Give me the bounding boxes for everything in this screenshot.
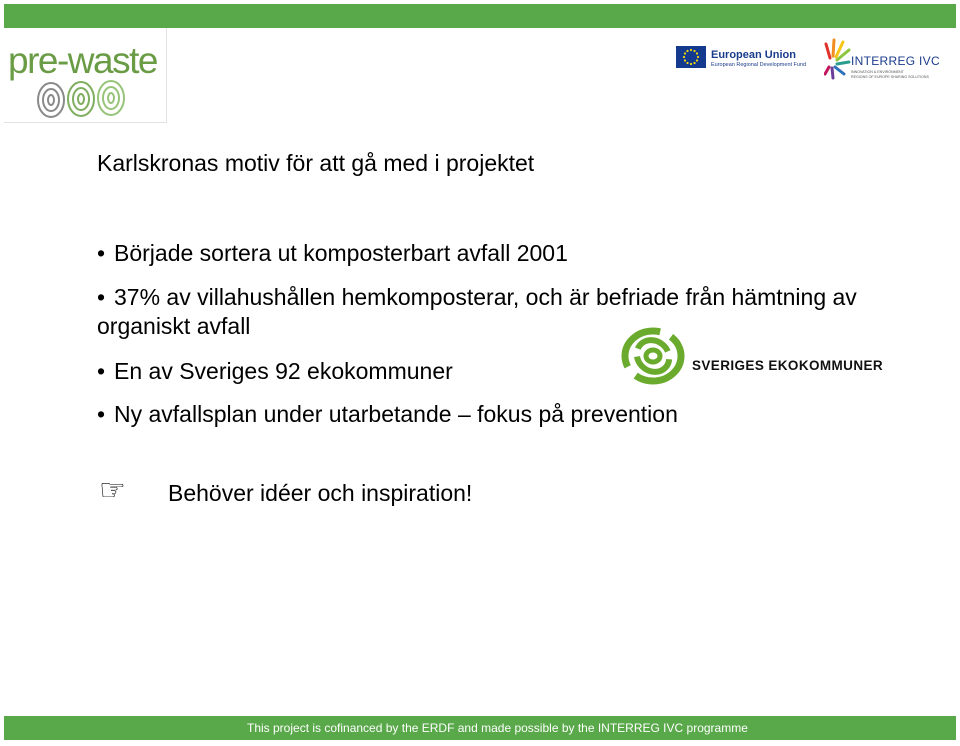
bullet-item [97, 400, 907, 429]
interreg-star-icon [824, 36, 852, 82]
footer-bar [4, 716, 956, 740]
interreg-subtitle-line-1: INNOVATION & ENVIRONMENT [851, 70, 904, 74]
bullet-text: Började sortera ut komposterbart avfall 2001 [114, 240, 568, 266]
pre-waste-logo [4, 28, 167, 123]
bullet-item [97, 283, 907, 341]
bullet-dot: • [97, 358, 106, 384]
ekokommuner-name: SVERIGES EKOKOMMUNER [692, 358, 884, 373]
ekokommuner-rings-icon [620, 326, 686, 386]
logo-text: pre-waste [8, 40, 157, 81]
bullet-item [97, 239, 907, 268]
eu-flag-icon [676, 46, 706, 68]
top-bar [4, 4, 956, 28]
slide-title: Karlskronas motiv för att gå med i projektet [97, 150, 535, 176]
interreg-subtitle-line-2: REGIONS OF EUROPE SHARING SOLUTIONS [851, 74, 929, 79]
bullet-text: 37% av villahushållen hemkomposterar, och är befriade från hämtning av organiskt avfall [97, 284, 857, 339]
callout-text: Behöver idéer och inspiration! [168, 480, 473, 506]
pointing-hand-icon: ☞ [99, 474, 126, 507]
bullet-dot: • [97, 240, 106, 266]
bullet-text: En av Sveriges 92 ekokommuner [114, 358, 453, 384]
bullet-text: Ny avfallsplan under utarbetande – fokus på prevention [114, 401, 678, 427]
bullet-dot: • [97, 284, 106, 310]
interreg-name: INTERREG IVC [851, 54, 940, 68]
fingerprints-icon [34, 78, 144, 120]
eu-name: European Union [711, 49, 796, 61]
interreg-subtitle [851, 70, 929, 79]
footer-text: This project is cofinanced by the ERDF and made possible by the INTERREG IVC programme [247, 721, 748, 735]
eu-fund: European Regional Development Fund [711, 62, 807, 68]
bullet-dot: • [97, 401, 106, 427]
